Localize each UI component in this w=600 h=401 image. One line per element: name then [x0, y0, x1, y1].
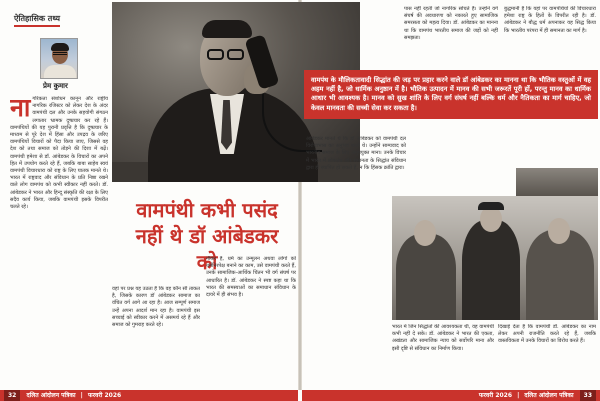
left-column-text [10, 96, 108, 386]
right-top-column-2: बुद्धमानी है कि यहां पर वामपंथियों की विचारधारा हमेशा राष्ट्र के हितों के विपरीत रही है। डॉ. आंबेडकर ने बौद्ध धर्म अपनाकर यह सिद्ध किया कि भारतीय परंपरा में ही समानता का मार्ग है। [504, 6, 596, 34]
section-tag: ऐतिहासिक तथ्य [14, 13, 60, 27]
author-name: प्रेम कुमार [43, 82, 68, 90]
small-photo-strip [516, 168, 598, 198]
footer-right-month: फरवरी 2026 [478, 392, 513, 399]
drop-cap: ना [10, 96, 31, 122]
right-lower-column-3: दिखाई देता है कि वामपंथी डॉ. आंबेडकर का नाम लेकर अपनी राजनीति करते रहे हैं, जबकि वास्तविकता में उनके विचारों का विरोध करते हैं। [498, 324, 596, 345]
right-lower-column-1: आंबेडकर मानते थे कि डॉ आंबेडकर को वामपंथी दल विरोधाभास का अनुभव करते थे। उन्होंने साम्यवाद को भारतीय समाज के लिए अनुपयुक्त माना। उनके विचार में भारत में लोकतंत्र और समानता के सिद्धांत संविधान द्वारा ही स्थापित हो सकते हैं, न कि हिंसक क्रांति द्वारा। [306, 136, 406, 171]
page-number-right: 33 [580, 390, 596, 401]
right-top-column-1: पास नहीं रहती जो नागरिक सोचते हैं। उन्होंने वर्ग संघर्ष की अवधारणा को नकारते हुए सामाजिक समरसता को महत्व दिया। डॉ. आंबेडकर का मानना था कि वामपंथ भारतीय समाज की जड़ों को नहीं समझता। [404, 6, 498, 41]
footer-left: 32 दलित आंदोलन पत्रिका | फरवरी 2026 [0, 390, 298, 401]
author-photo [40, 38, 78, 79]
group-photo-ambedkar [392, 196, 598, 320]
footer-right-magazine: दलित आंदोलन पत्रिका [524, 392, 574, 399]
middle-column-1: वहां पर प्रश्न यह उठता है कि वह कौन सी ताकत है, जिसके कारण डॉ आंबेडकर सामाज का वंचित वर्ग आगे आ रहा है। आज सम्पूर्ण समाज उन्हें अपना आदर्श मान रहा है। वामपंथी इस सच्चाई को स्वीकार करने में असमर्थ रहे हैं और समाज को गुमराह करते रहे। [112, 286, 200, 329]
footer-left-magazine: दलित आंदोलन पत्रिका [26, 392, 76, 399]
pull-quote: वामपंथ के मौलिकतावादी सिद्धांत की जड़ पर प्रहार करने वाले डॉ आंबेडकर का मानना था कि भौतिक वस्तुओं में वह अहम नहीं है, जो धार्मिक अनुष्ठान में है। भौतिक उत्पादन में मानव की सभी जरूरतें पूरी हों, परन्तु मानव का धार्मिक आधार भी आवश्यक है। मानव को सुख शांति के लिए वर्ग संघर्ष नहीं बल्कि धर्म और नैतिकता का मार्ग चाहिए, जो केवल मानवता की सच्ची सेवा कर सकता है। [304, 70, 598, 119]
footer-left-month: फरवरी 2026 [87, 392, 122, 399]
footer-right: फरवरी 2026 | दलित आंदोलन पत्रिका 33 [302, 390, 600, 401]
article-headline: वामपंथी कभी पसंद नहीं थे डॉ आंबेडकर को [135, 198, 279, 274]
left-column-body: गरिकता संशोधन कानून और राष्ट्रीय नागरिक रजिस्टर को लेकर देश के अंदर वामपंथी दल और उनके सहयोगी संगठन लगातार भ्रामक दुष्प्रचार कर रहे हैं। वामपंथियों की यह पुरानी प्रवृत्ति है कि दुष्प्रचार के माध्यम से पूरे देश में हिंसा और उपद्रव के जरिए वामपंथियों विचारों को पैदा किया जाए, जिससे वह देश को तथा समाज को तोड़ने की दिशा में बढ़ें। वामपंथी हमेशा से डॉ. आंबेडकर के विचारों का अपने हित में उपयोग करते रहे हैं, जबकि बाबा साहेब स्वयं वामपंथी विचारधारा को राष्ट्र के लिए घातक मानते थे। भारत में राष्ट्रवाद और संविधान के प्रति निष्ठा रखने वाले लोग वामपंथ को कभी स्वीकार नहीं करते। डॉ. आंबेडकर ने भारत और हिन्दू संस्कृति की रक्षा के लिए सदैव कार्य किया, जबकि वामपंथी इसके विपरीत चलते रहे। [10, 96, 108, 211]
page-number-left: 32 [4, 390, 20, 401]
right-lower-column-2: भारत में जिन सिद्धांतों की आवश्यकता थी, वह वामपंथी कभी नहीं दे सके। डॉ. आंबेडकर ने भारत की एकता, अखंडता और सामाजिक न्याय को सर्वोपरि माना और इसी दृष्टि से संविधान का निर्माण किया। [392, 324, 494, 352]
middle-column-2: नौकर है, धर्म का उन्मूलन अथवा लोगों को धर्मनिरपेक्ष बनाने का काम, उसे वामपंथी करते हैं, उनके सामाजिक-आर्थिक चिंतन भी वर्ग संघर्ष पर आधारित है। डॉ. आंबेडकर ने स्पष्ट कहा था कि भारत की समस्याओं का समाधान संविधान के दायरे में ही संभव है। [206, 256, 296, 299]
